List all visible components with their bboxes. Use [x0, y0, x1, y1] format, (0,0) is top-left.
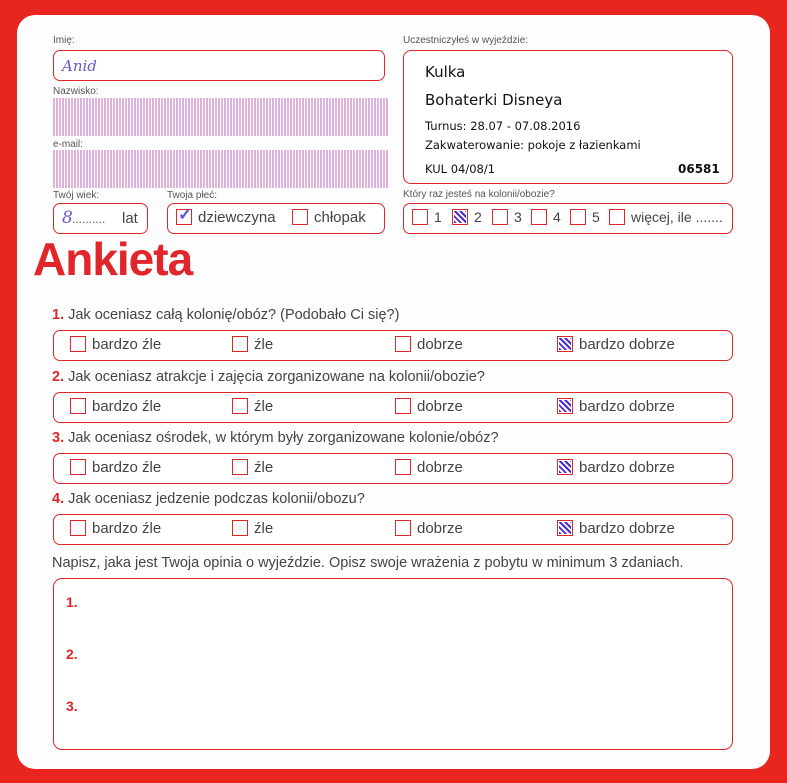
q3-option-bad[interactable]: źle	[232, 459, 273, 476]
opinion-prompt: Napisz, jaka jest Twoja opinia o wyjeździe. Opisz swoje wrażenia z pobytu w minimum 3 zdaniach.	[52, 555, 684, 571]
age-label: Twój wiek:	[53, 190, 100, 201]
checkbox-icon[interactable]	[395, 520, 411, 536]
rating-row-1	[53, 330, 733, 361]
age-unit: lat	[122, 210, 138, 227]
times-option-more[interactable]: więcej, ile .......	[609, 209, 723, 226]
checkbox-checked-icon[interactable]	[557, 398, 573, 414]
checkbox-checked-icon[interactable]	[176, 209, 192, 225]
q2-option-bad[interactable]: źle	[232, 398, 273, 415]
rating-row-4	[53, 514, 733, 545]
checkbox-icon[interactable]	[70, 398, 86, 414]
checkbox-checked-icon[interactable]	[557, 459, 573, 475]
opinion-line-2: 2.	[66, 646, 78, 662]
trip-line2: Bohaterki Disneya	[425, 91, 563, 109]
q4-option-good[interactable]: dobrze	[395, 520, 463, 537]
q3-option-very-good[interactable]: bardzo dobrze	[557, 459, 675, 476]
q1-option-very-bad[interactable]: bardzo źle	[70, 336, 161, 353]
checkbox-icon[interactable]	[531, 209, 547, 225]
checkbox-checked-icon[interactable]	[557, 520, 573, 536]
name-value: Anid	[62, 57, 97, 75]
q3-option-good[interactable]: dobrze	[395, 459, 463, 476]
q2-option-good[interactable]: dobrze	[395, 398, 463, 415]
surname-redacted	[53, 98, 389, 136]
gender-option-girl[interactable]: ✓dziewczyna	[176, 209, 276, 226]
checkbox-icon[interactable]	[70, 520, 86, 536]
trip-line1: Kulka	[425, 63, 466, 81]
checkbox-checked-icon[interactable]	[557, 336, 573, 352]
checkbox-icon[interactable]	[292, 209, 308, 225]
question-2: 2. Jak oceniasz atrakcje i zajęcia zorganizowane na kolonii/obozie?	[52, 369, 485, 385]
checkbox-icon[interactable]	[232, 520, 248, 536]
checkbox-icon[interactable]	[492, 209, 508, 225]
checkbox-icon[interactable]	[70, 336, 86, 352]
checkbox-icon[interactable]	[70, 459, 86, 475]
checkbox-icon[interactable]	[609, 209, 625, 225]
email-label: e-mail:	[53, 139, 84, 150]
checkbox-icon[interactable]	[395, 398, 411, 414]
page-title: Ankieta	[33, 233, 193, 285]
rating-row-2	[53, 392, 733, 423]
age-value: 8	[62, 208, 73, 228]
q1-option-bad[interactable]: źle	[232, 336, 273, 353]
trip-code: KUL 04/08/1	[425, 162, 496, 176]
times-option-4[interactable]: 4	[531, 209, 561, 226]
question-1: 1. Jak oceniasz całą kolonię/obóz? (Podobało Ci się?)	[52, 307, 400, 323]
checkbox-icon[interactable]	[395, 336, 411, 352]
opinion-textarea[interactable]	[53, 578, 733, 750]
q4-option-bad[interactable]: źle	[232, 520, 273, 537]
q3-option-very-bad[interactable]: bardzo źle	[70, 459, 161, 476]
question-3: 3. Jak oceniasz ośrodek, w którym były zorganizowane kolonie/obóz?	[52, 430, 499, 446]
name-field[interactable]	[53, 50, 385, 81]
gender-field	[167, 203, 385, 234]
gender-option-boy[interactable]: chłopak	[292, 209, 366, 226]
checkbox-icon[interactable]	[232, 459, 248, 475]
opinion-line-1: 1.	[66, 594, 78, 610]
q1-option-good[interactable]: dobrze	[395, 336, 463, 353]
q4-option-very-good[interactable]: bardzo dobrze	[557, 520, 675, 537]
checkbox-checked-icon[interactable]	[452, 209, 468, 225]
participant-label: Uczestniczyłeś w wyjeździe:	[403, 35, 529, 46]
surname-label: Nazwisko:	[53, 86, 99, 97]
email-redacted	[53, 150, 389, 188]
q2-option-very-good[interactable]: bardzo dobrze	[557, 398, 675, 415]
q1-option-very-good[interactable]: bardzo dobrze	[557, 336, 675, 353]
q2-option-very-bad[interactable]: bardzo źle	[70, 398, 161, 415]
checkbox-icon[interactable]	[395, 459, 411, 475]
rating-row-3	[53, 453, 733, 484]
checkbox-icon[interactable]	[570, 209, 586, 225]
trip-lodging: Zakwaterowanie: pokoje z łazienkami	[425, 138, 641, 152]
gender-label: Twoja płeć:	[167, 190, 218, 201]
times-label: Który raz jesteś na kolonii/obozie?	[403, 189, 555, 200]
trip-turnus: Turnus: 28.07 - 07.08.2016	[425, 119, 581, 133]
times-option-5[interactable]: 5	[570, 209, 600, 226]
opinion-line-3: 3.	[66, 698, 78, 714]
name-label: Imię:	[53, 35, 75, 46]
trip-info-box	[403, 50, 733, 184]
times-option-3[interactable]: 3	[492, 209, 522, 226]
times-option-1[interactable]: 1	[412, 209, 442, 226]
trip-number: 06581	[678, 162, 720, 176]
checkbox-icon[interactable]	[412, 209, 428, 225]
age-field[interactable]	[53, 203, 148, 234]
q4-option-very-bad[interactable]: bardzo źle	[70, 520, 161, 537]
checkbox-icon[interactable]	[232, 336, 248, 352]
checkbox-icon[interactable]	[232, 398, 248, 414]
question-4: 4. Jak oceniasz jedzenie podczas kolonii/obozu?	[52, 491, 365, 507]
times-field	[403, 203, 733, 234]
age-dots: ..........	[72, 212, 106, 226]
times-option-2[interactable]: 2	[452, 209, 482, 226]
